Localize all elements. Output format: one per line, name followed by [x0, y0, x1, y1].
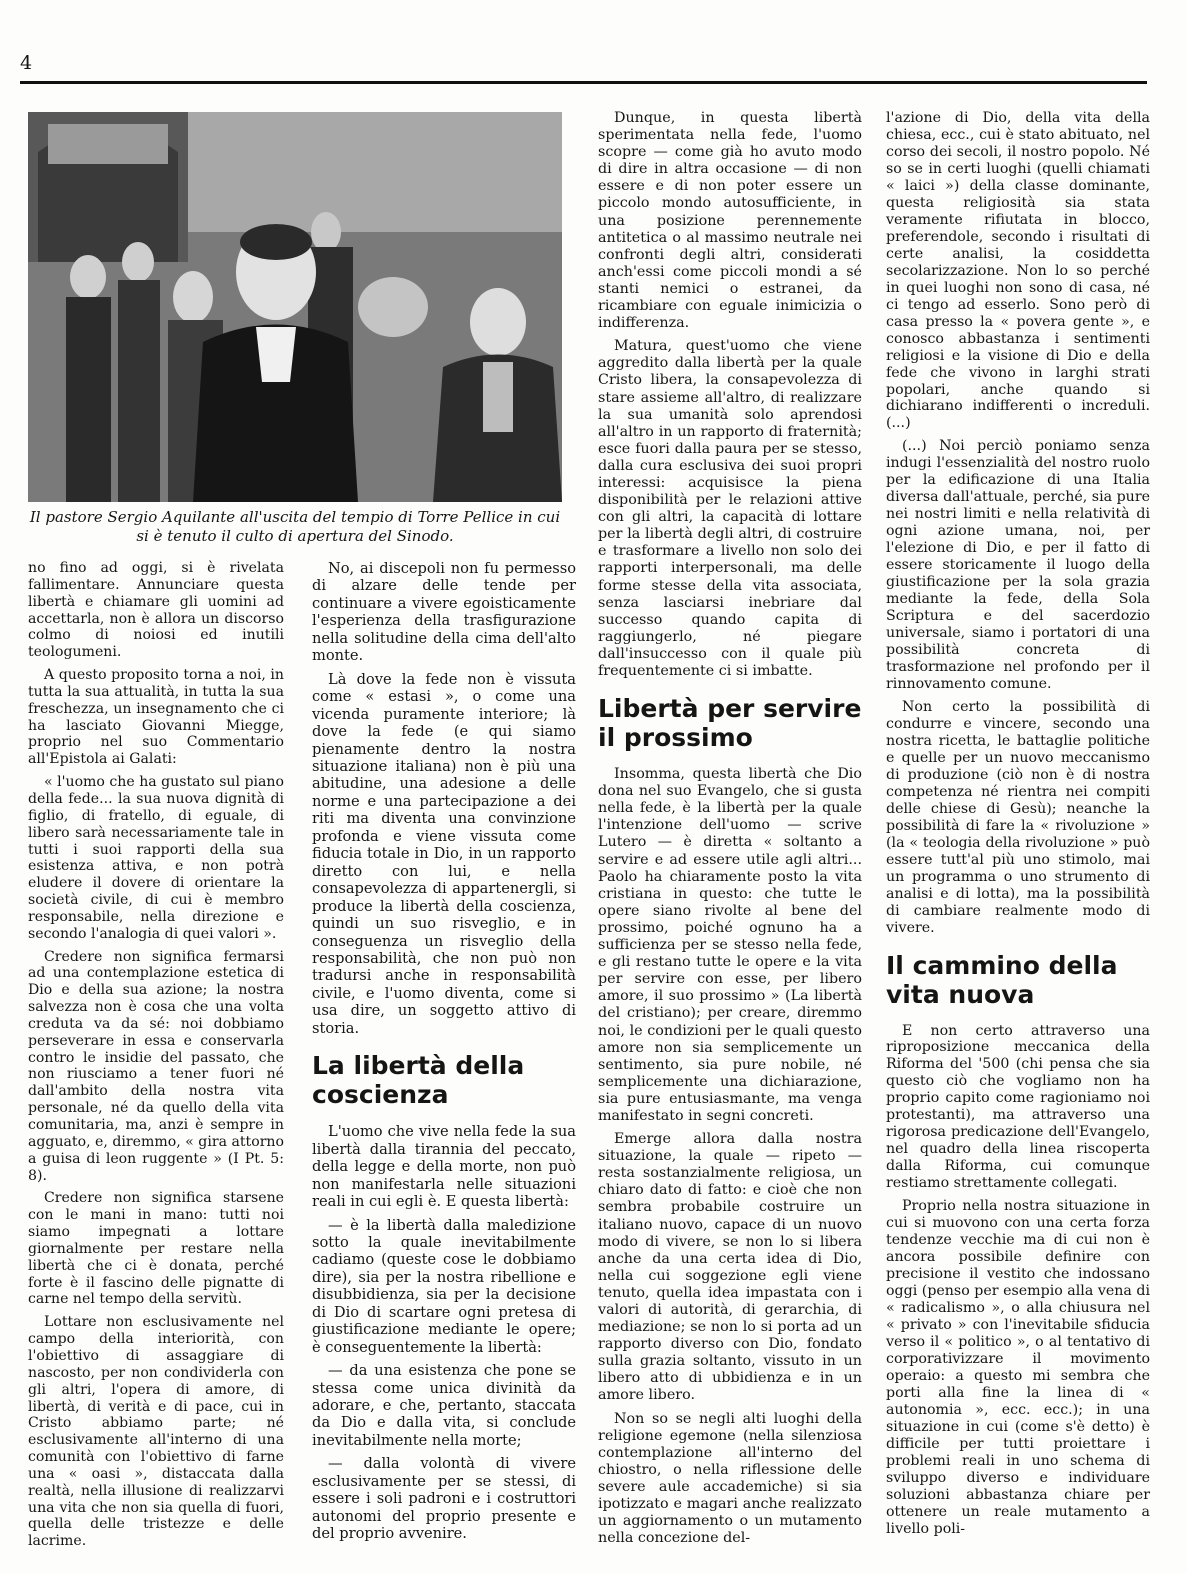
paragraph: Insomma, questa libertà che Dio dona nel suo Evangelo, che si gusta nella fede, è la libertà per la quale l'intenzione dell'uomo — scrive Lutero — è diretta « soltanto a servire e ad essere utile agli altri... Paolo ha chiaramente posto la vita cristiana in questo: che tutte le opere siano rivolte al bene del prossimo, poiché ognuno ha a sufficienza per se stesso nella fede, e gli restano tutte le opere e la vita per servire con esse, per libero amore, il suo prossimo » (La libertà del cristiano); per creare, diremmo noi, le condizioni per le quali questo amore non sia semplicemente un sentimento, sia pure nobile, né semplicemente una dichiarazione, sia pure entusiasmante, ma venga manifestato in segni concreti. [598, 766, 862, 1124]
paragraph: l'azione di Dio, della vita della chiesa, ecc., cui è stato abituato, nel corso dei secoli, il nostro popolo. Né so se in certi luoghi (quelli chiamati « laici ») della classe dominante, questa religiosità sia stata veramente rifiutata in blocco, preferendole, secondo i risultati di certe analisi, la cosiddetta secolarizzazione. Non lo so perché in quei luoghi non sono di casa, né ci tengo ad esserlo. Sono però di casa presso la « povera gente », e conosco abbastanza i sentimenti religiosi e la visione di Dio e della fede che vivono in larghi strati popolari, anche quando si dichiarano indifferenti o increduli. (...) [886, 110, 1150, 432]
paragraph: Emerge allora dalla nostra situazione, la quale — ripeto — resta sostanzialmente religiosa, un chiaro dato di fatto: e cioè che non sembra probabile costruire un italiano nuovo, capace di un nuovo modo di vivere, se non lo si libera anche da una certa idea di Dio, nella cui soggezione egli viene tenuto, quella idea impastata con i valori di autorità, di gerarchia, di mediazione; se non lo si porta ad un rapporto diverso con Dio, fondato sulla grazia soltanto, vissuto in un libero atto di ubbidienza e in un amore libero. [598, 1131, 862, 1404]
column-4 [886, 110, 1150, 1544]
paragraph: A questo proposito torna a noi, in tutta la sua attualità, in tutta la sua freschezza, un insegnamento che ci ha lasciato Giovanni Miegge, proprio nel suo Commentario all'Epistola ai Galati: [28, 667, 284, 768]
paragraph: Lottare non esclusivamente nel campo della interiorità, con l'obiettivo di assaggiare di nascosto, per non condividerla con gli altri, l'opera di amore, di libertà, di verità e di pace, cui in Cristo abbiamo parte; né esclusivamente all'interno di una comunità con l'obiettivo di farne una « oasi », distaccata dalla realtà, nella illusione di realizzarvi una vita che non sia quella di fuori, quella delle tristezze e delle lacrime. [28, 1314, 284, 1550]
column-1 [28, 560, 284, 1556]
paragraph: L'uomo che vive nella fede la sua libertà dalla tirannia del peccato, della legge e della morte, non può non manifestarla nelle situazioni reali in cui egli è. E questa libertà: [312, 1123, 576, 1211]
header-rule [20, 81, 1147, 84]
paragraph: Credere non significa fermarsi ad una contemplazione estetica di Dio e della sua azione; la nostra salvezza non è cosa che una volta creduta va da sé: noi dobbiamo perseverare in essa e conservarla contro le insidie del passato, che non riusciamo a tener fuori né dall'ambito della nostra vita personale, né da quello della vita comunitaria, ma, anzi è sempre in agguato, e, diremmo, « gira attorno a guisa di leon ruggente » (I Pt. 5: 8). [28, 948, 284, 1184]
paragraph: Matura, quest'uomo che viene aggredito dalla libertà per la quale Cristo libera, la consapevolezza di stare assieme all'altro, di realizzare la sua umanità solo aprendosi all'altro in un rapporto di fraternità; esce fuori dalla paura per se stesso, dalla cura esclusiva dei suoi propri interessi: acquisisce la piena disponibilità per le relazioni attive con gli altri, la capacità di lottare per la libertà degli altri, di costruire e trasformare a livello non solo dei rapporti interpersonali, ma delle forme stesse della vita associata, senza lasciarsi inebriare dal successo quando capita di raggiungerlo, né piegare dall'insuccesso con il quale più frequentemente ci si imbatte. [598, 338, 862, 679]
section-heading: Libertà per servire il prossimo [598, 694, 862, 753]
paragraph: No, ai discepoli non fu permesso di alzare delle tende per continuare a vivere egoisticamente l'esperienza della trasfigurazione nella solitudine della cima dell'alto monte. [312, 560, 576, 665]
paragraph: Là dove la fede non è vissuta come « estasi », o come una vicenda puramente interiore; là dove la fede (e qui siamo pienamente dentro la nostra situazione italiana) non è più una abitudine, una adesione a delle norme e una partecipazione a dei riti ma diventa una convinzione profonda e viene vissuta come fiducia totale in Dio, in un rapporto diretto con lui, e nella consapevolezza di appartenergli, si produce la libertà della coscienza, quindi un suo risveglio, e in conseguenza un risveglio della responsabilità, che non può non tradursi anche in responsabilità civile, e l'uomo diventa, come si usa dire, un soggetto attivo di storia. [312, 670, 576, 1037]
paragraph: « l'uomo che ha gustato sul piano della fede... la sua nuova dignità di figlio, di fratello, di eguale, di libero sarà necessariamente tale in tutti i suoi rapporti della sua esistenza attiva, e non potrà eludere il dovere di orientare la società civile, di cui è membro responsabile, nella direzione e secondo l'analogia di quei valori ». [28, 774, 284, 942]
photo [28, 112, 562, 502]
column-3 [598, 110, 862, 1553]
section-heading: Il cammino della vita nuova [886, 950, 1118, 1009]
photo-image [28, 112, 562, 502]
paragraph: no fino ad oggi, si è rivelata fallimentare. Annunciare questa libertà e chiamare gli uomini ad accettarla, non è allora un discorso colmo di noiosi ed inutili teologumeni. [28, 560, 284, 661]
paragraph: — dalla volontà di vivere esclusivamente per se stessi, di essere i soli padroni e i costruttori autonomi del proprio presente e del proprio avvenire. [312, 1455, 576, 1543]
paragraph: — da una esistenza che pone se stessa come unica divinità da adorare, e che, pertanto, staccata da Dio e dalla vita, si conclude inevitabilmente nella morte; [312, 1362, 576, 1449]
section-heading: La libertà della coscienza [312, 1051, 525, 1110]
paragraph: Credere non significa starsene con le mani in mano: tutti noi siamo impegnati a lottare giornalmente per restare nella libertà che ci è donata, perché forte è il fascino delle pignatte di carne nel tempo della servitù. [28, 1190, 284, 1308]
page-number: 4 [20, 52, 33, 74]
paragraph: Non so se negli alti luoghi della religione egemone (nella silenziosa contemplazione all'interno del chiostro, o nella riflessione delle severe aule accademiche) si sia ipotizzato e magari anche realizzato un aggiornamento o un mutamento nella concezione del- [598, 1410, 862, 1547]
paragraph: E non certo attraverso una riproposizione meccanica della Riforma del '500 (chi pensa che sia questo ciò che vogliamo non ha proprio capito come ragioniamo noi protestanti), ma attraverso una rigorosa predicazione dell'Evangelo, nel quadro della linea riscoperta dalla Riforma, cui comunque restiamo strettamente collegati. [886, 1022, 1150, 1192]
paragraph: Dunque, in questa libertà sperimentata nella fede, l'uomo scopre — come già ho avuto modo di dire in altra occasione — di non essere e di non poter essere un piccolo mondo autosufficiente, in una posizione perennemente antitetica o al massimo neutrale nei confronti degli altri, considerati anch'essi come piccoli mondi a sé stanti nemici o estranei, da ricambiare con eguale inimicizia o indifferenza. [598, 110, 862, 332]
paragraph: — è la libertà dalla maledizione sotto la quale inevitabilmente cadiamo (queste cose le dobbiamo dire), sia per la nostra ribellione e disubbidienza, sia per la decisione di Dio di scartare ogni pretesa di giustificazione mediante le opere; è conseguentemente la libertà: [312, 1216, 576, 1356]
paragraph: Non certo la possibilità di condurre e vincere, secondo una nostra ricetta, le battaglie politiche e quelle per un nuovo meccanismo di produzione (ciò non è di nostra competenza né rientra nei compiti delle chiese di Gesù); neanche la possibilità di fare la « rivoluzione » (la « teologia della rivoluzione » può essere tutt'al più uno stimolo, mai un programma o uno strumento di analisi e di lotta), ma la possibilità di cambiare realmente modo di vivere. [886, 698, 1150, 936]
paragraph: Proprio nella nostra situazione in cui si muovono con una certa forza tendenze vecchie ma di cui non è ancora possibile definire con precisione il vestito che indossano oggi (penso per esempio alla vena di « radicalismo », o alla chiusura nel « privato » con l'inevitabile sfiducia verso il « politico », o al tentativo di corporativizzare il movimento operaio: a questo mi sembra che porti alla fine la linea di « autonomia », ecc. ecc.); in una situazione in cui (come s'è detto) è difficile per tutti proiettare i problemi reali in uno schema di sviluppo diverso e individuare soluzioni abbastanza chiare per ottenere un reale mutamento a livello poli- [886, 1198, 1150, 1537]
paragraph: (...) Noi perciò poniamo senza indugi l'essenzialità del nostro ruolo per la edificazione di una Italia diversa dall'attuale, perché, sia pure nei nostri limiti e nella relatività di ogni azione umana, noi, per l'elezione di Dio, e per il fatto di essere storicamente il luogo della giustificazione per la sola grazia mediante la fede, della Sola Scriptura e del sacerdozio universale, siamo i portatori di una possibilità concreta di trasformazione nel profondo per il rinnovamento comune. [886, 438, 1150, 692]
column-2 [312, 560, 576, 1549]
photo-caption: Il pastore Sergio Aquilante all'uscita del tempio di Torre Pellice in cui si è tenuto il culto di apertura del Sinodo. [29, 508, 561, 545]
